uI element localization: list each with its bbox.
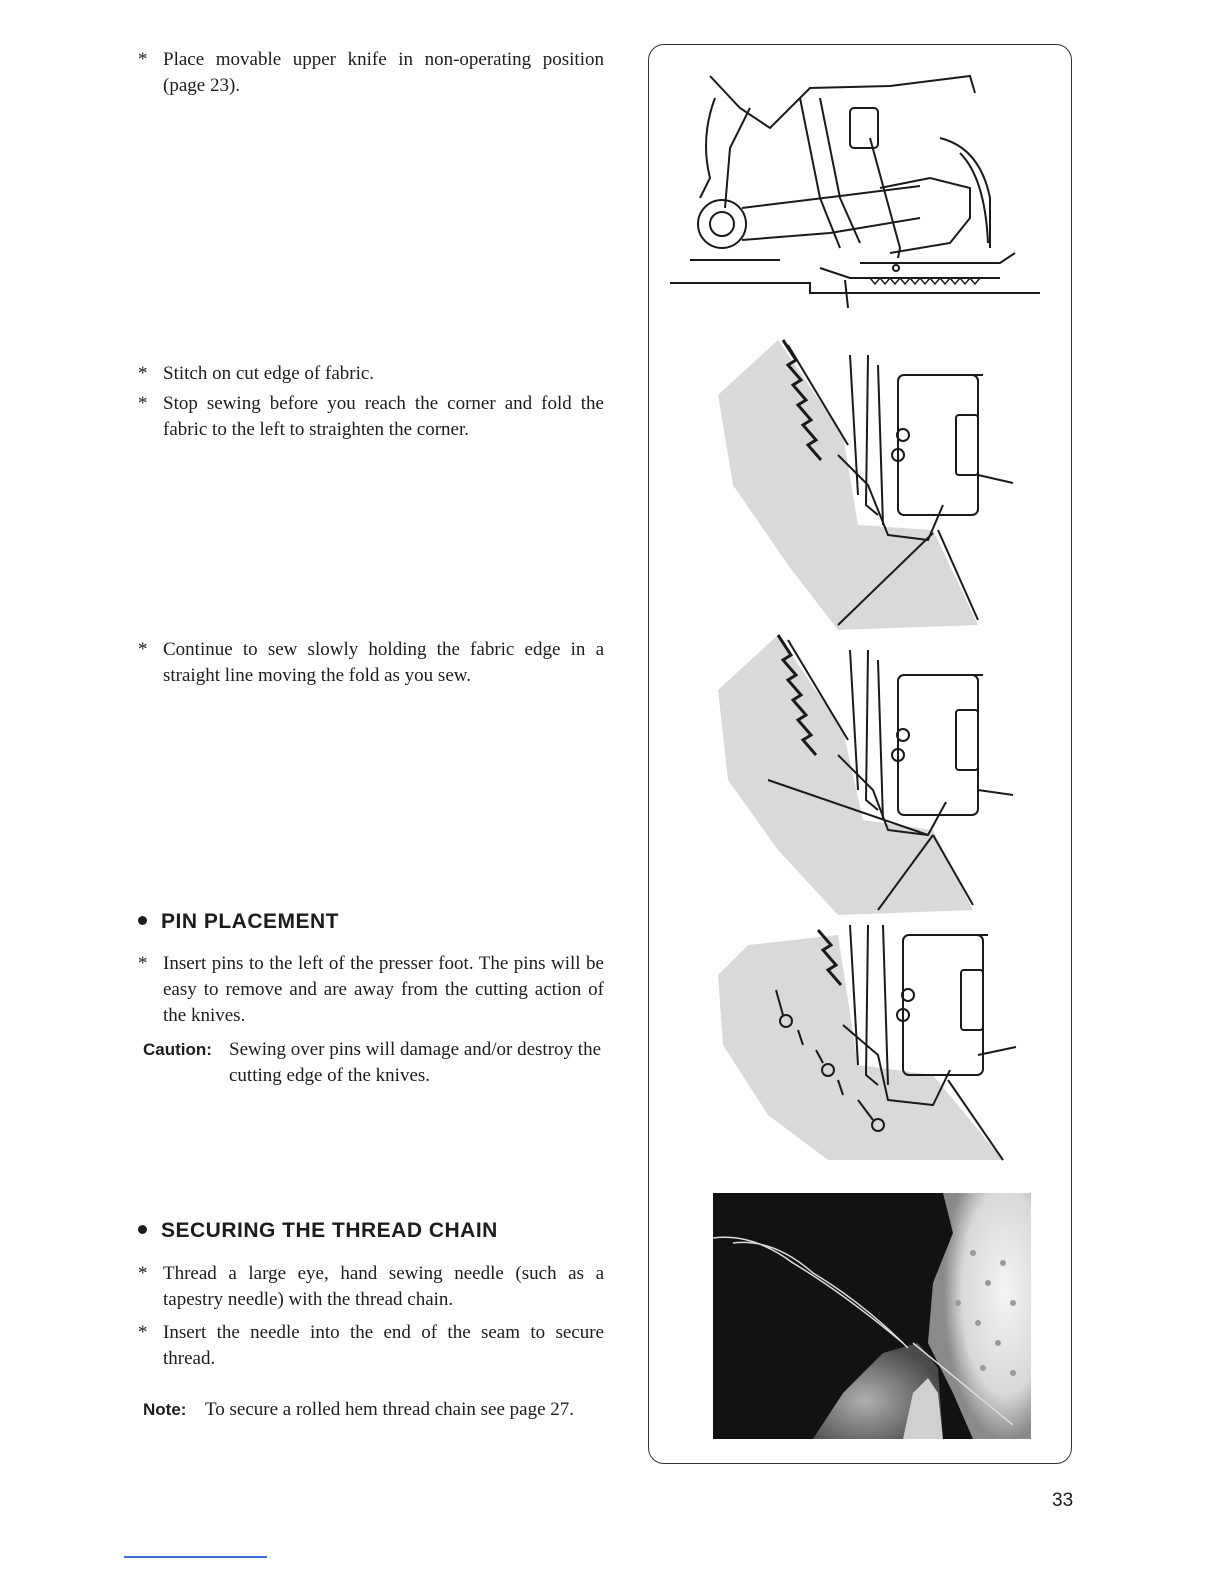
bullet-star: * [138,639,148,660]
note-label: Note: [143,1400,187,1419]
thread-needle-instruction [138,1261,604,1313]
heading-bullet [138,1225,147,1234]
caution-text: Sewing over pins will damage and/or destroy the cutting edge of the knives. [229,1039,602,1086]
footer-rule [124,1556,267,1558]
note [143,1397,605,1423]
continue-sewing-illustration [718,630,1018,920]
bullet-text: Continue to sew slowly holding the fabric edge in a straight line moving the fold as you sew. [163,639,604,686]
stitch-instruction [138,361,604,387]
caution-note [143,1037,605,1089]
bullet-star: * [138,49,148,70]
insert-needle-instruction [138,1320,604,1372]
pin-placement-illustration [718,915,1018,1165]
thread-chain-photo-image [713,1193,1031,1439]
bullet-text: Stitch on cut edge of fabric. [163,363,375,384]
bullet-star: * [138,1263,148,1284]
page-number: 33 [1052,1490,1074,1511]
bullet-star: * [138,1322,148,1343]
stop-sewing-instruction [138,391,604,443]
pin-placement-heading [138,910,339,934]
note-text: To secure a rolled hem thread chain see page 27. [205,1399,575,1420]
bullet-text: Insert the needle into the end of the seam to secure thread. [163,1322,604,1369]
corner-fold-illustration [718,335,1018,635]
thread-chain-photo [713,1193,1031,1439]
knife-mechanism-illustration [670,68,1050,318]
bullet-text: Insert pins to the left of the presser foot. The pins will be easy to remove and are away from the cutting action of the knives. [163,953,604,1026]
heading-text: PIN PLACEMENT [161,910,340,933]
heading-bullet [138,916,147,925]
bullet-text: Place movable upper knife in non-operating position (page 23). [163,49,604,96]
continue-instruction [138,637,604,689]
knife-instruction [138,47,604,99]
caution-label: Caution: [143,1040,212,1059]
bullet-star: * [138,953,148,974]
bullet-text: Stop sewing before you reach the corner and fold the fabric to the left to straighten the corner. [163,393,604,440]
securing-heading [138,1219,498,1243]
bullet-star: * [138,363,148,384]
pin-instruction [138,951,604,1029]
bullet-star: * [138,393,148,414]
heading-text: SECURING THE THREAD CHAIN [161,1219,498,1242]
bullet-text: Thread a large eye, hand sewing needle (such as a tapestry needle) with the thread chain. [163,1263,604,1310]
